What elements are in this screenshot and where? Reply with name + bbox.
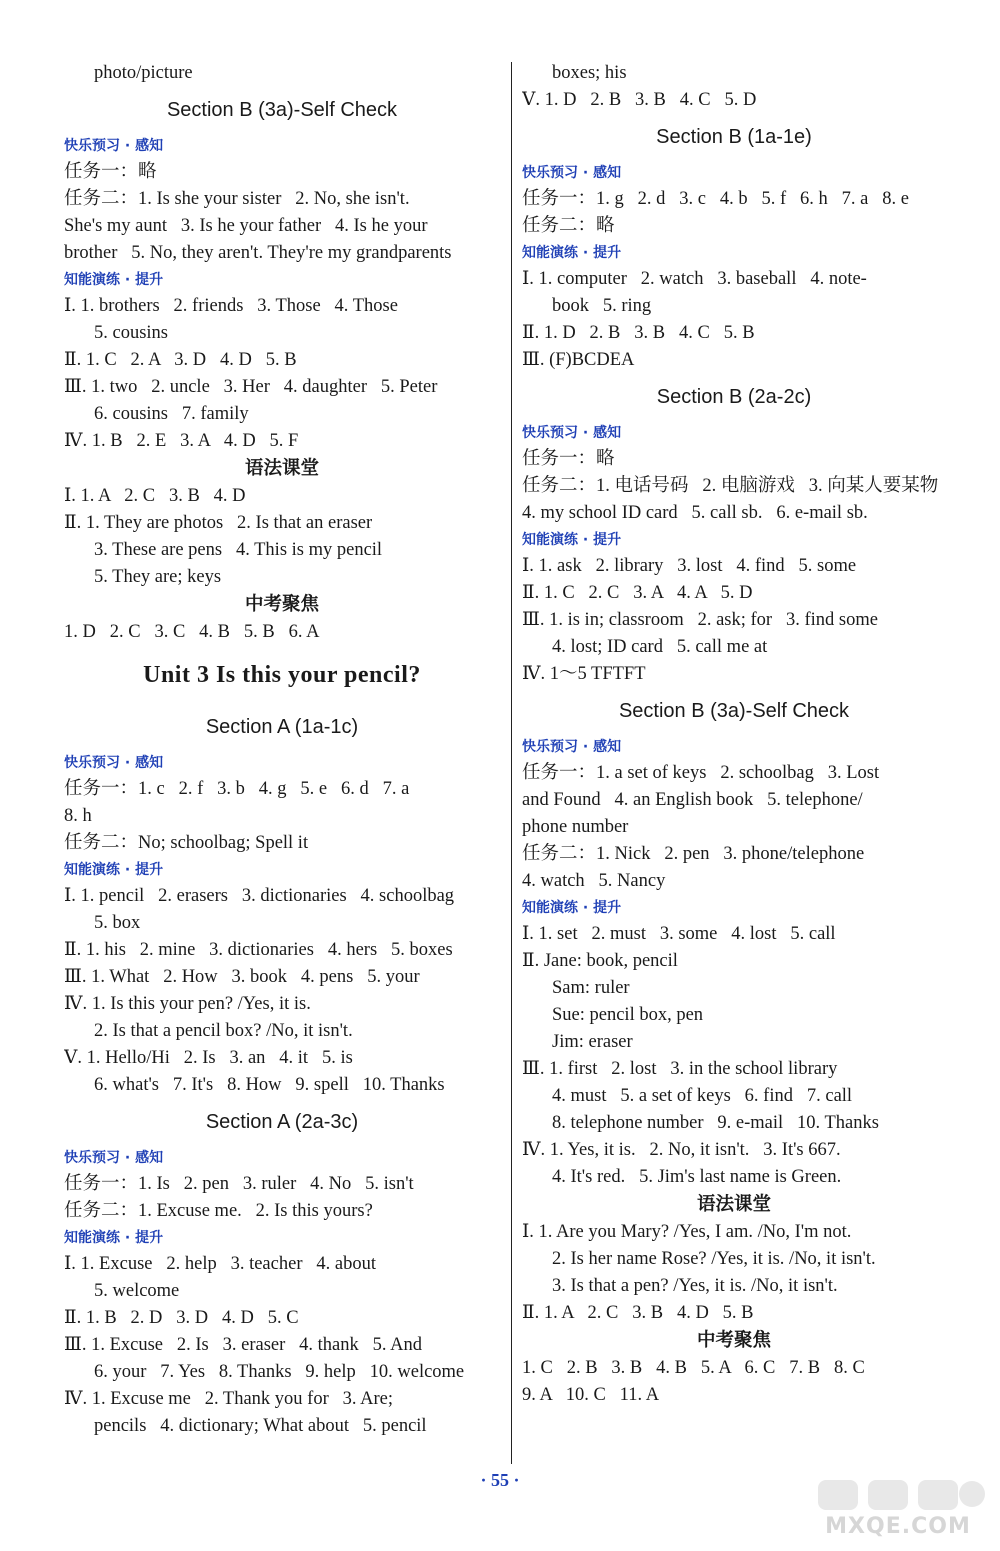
answer-line: Ⅱ. 1. C 2. A 3. D 4. D 5. B — [64, 350, 297, 370]
exercise-label: 快乐预习 · 感知 — [522, 425, 622, 441]
answer-line: 5. cousins — [94, 323, 168, 343]
exercise-label: 知能演练 · 提升 — [64, 272, 164, 288]
subsection-heading: 中考聚焦 — [244, 594, 319, 615]
answer-line: Ⅰ. 1. pencil 2. erasers 3. dictionaries 4. schoolbag — [64, 886, 455, 906]
answer-line: Ⅱ. 1. B 2. D 3. D 4. D 5. C — [64, 1308, 299, 1328]
answer-line: Sam: ruler — [552, 978, 630, 998]
right-column — [522, 60, 946, 1409]
answer-line: 任务一：略 — [522, 449, 615, 469]
answer-line: Ⅳ. 1. Is this your pen? /Yes, it is. — [64, 994, 311, 1014]
answer-line: Ⅲ. (F)BCDEA — [522, 350, 635, 370]
answer-line: Ⅴ. 1. D 2. B 3. B 4. C 5. D — [522, 90, 757, 110]
answer-line: boxes; his — [552, 63, 627, 83]
answer-line: Ⅰ. 1. Excuse 2. help 3. teacher 4. about — [64, 1254, 376, 1274]
answer-line: Ⅰ. 1. computer 2. watch 3. baseball 4. note- — [522, 269, 867, 289]
answer-line: 2. Is her name Rose? /Yes, it is. /No, it isn't. — [552, 1249, 876, 1269]
exercise-label: 知能演练 · 提升 — [64, 1230, 164, 1246]
answer-line: Ⅱ. 1. A 2. C 3. B 4. D 5. B — [522, 1303, 754, 1323]
answer-line: book 5. ring — [552, 296, 652, 316]
answer-line: Ⅱ. 1. his 2. mine 3. dictionaries 4. hers 5. boxes — [64, 940, 453, 960]
exercise-label: 快乐预习 · 感知 — [64, 755, 164, 771]
subsection-heading: 语法课堂 — [244, 458, 319, 479]
answer-line: Ⅰ. 1. Are you Mary? /Yes, I am. /No, I'm not. — [522, 1222, 852, 1242]
answer-line: 任务一：1. g 2. d 3. c 4. b 5. f 6. h 7. a 8. e — [522, 189, 909, 209]
answer-line: 6. your 7. Yes 8. Thanks 9. help 10. welcome — [94, 1362, 465, 1382]
answer-line: 任务二：1. Excuse me. 2. Is this yours? — [64, 1201, 373, 1221]
subsection-heading: 中考聚焦 — [696, 1330, 771, 1351]
subsection-heading: 语法课堂 — [696, 1194, 771, 1215]
answer-line: 2. Is that a pencil box? /No, it isn't. — [94, 1021, 353, 1041]
answer-line: 5. welcome — [94, 1281, 180, 1301]
answer-line: 3. These are pens 4. This is my pencil — [94, 540, 383, 560]
answer-line: Ⅴ. 1. Hello/Hi 2. Is 3. an 4. it 5. is — [64, 1048, 353, 1068]
answer-line: 任务一：1. a set of keys 2. schoolbag 3. Lost — [522, 763, 880, 783]
section-heading: Section B (3a)-Self Check — [166, 99, 398, 121]
answer-line: and Found 4. an English book 5. telephone/ — [522, 790, 863, 810]
answer-line: Ⅰ. 1. A 2. C 3. B 4. D — [64, 486, 246, 506]
answer-line: photo/picture — [94, 63, 193, 83]
answer-line: Ⅰ. 1. ask 2. library 3. lost 4. find 5. some — [522, 556, 857, 576]
answer-line: Ⅰ. 1. set 2. must 3. some 4. lost 5. call — [522, 924, 836, 944]
page-number: · 55 · — [480, 1470, 520, 1490]
answer-line: Ⅲ. 1. Excuse 2. Is 3. eraser 4. thank 5. And — [64, 1335, 422, 1355]
section-heading: Section B (3a)-Self Check — [618, 700, 850, 722]
answer-line: 8. telephone number 9. e-mail 10. Thanks — [552, 1113, 879, 1133]
answer-line: 1. C 2. B 3. B 4. B 5. A 6. C 7. B 8. C — [522, 1358, 865, 1378]
answer-line: Ⅳ. 1～5 TFTFT — [522, 664, 646, 684]
answer-line: Ⅱ. 1. They are photos 2. Is that an eraser — [64, 513, 373, 533]
answer-line: Ⅳ. 1. Yes, it is. 2. No, it isn't. 3. It's 667. — [522, 1140, 841, 1160]
answer-line: 4. lost; ID card 5. call me at — [552, 637, 768, 657]
answer-line: 6. what's 7. It's 8. How 9. spell 10. Thanks — [94, 1075, 445, 1095]
unit-title: Unit 3 Is this your pencil? — [143, 662, 421, 688]
answer-line: 4. must 5. a set of keys 6. find 7. call — [552, 1086, 853, 1106]
answer-line: 任务一：略 — [64, 162, 157, 182]
answer-line: Ⅰ. 1. brothers 2. friends 3. Those 4. Those — [64, 296, 398, 316]
answer-line: 4. watch 5. Nancy — [522, 871, 666, 891]
column-divider — [511, 62, 512, 1464]
answer-line: Ⅲ. 1. two 2. uncle 3. Her 4. daughter 5. Peter — [64, 377, 438, 397]
answer-line: 任务二：1. Nick 2. pen 3. phone/telephone — [522, 844, 865, 864]
answer-line: 9. A 10. C 11. A — [522, 1385, 660, 1405]
exercise-label: 知能演练 · 提升 — [522, 532, 622, 548]
answer-line: 任务二：略 — [522, 216, 615, 236]
section-heading: Section A (1a-1c) — [205, 716, 359, 738]
exercise-label: 快乐预习 · 感知 — [64, 1150, 164, 1166]
answer-line: Ⅱ. 1. C 2. C 3. A 4. A 5. D — [522, 583, 753, 603]
exercise-label: 知能演练 · 提升 — [522, 245, 622, 261]
answer-line: 4. my school ID card 5. call sb. 6. e-mail sb. — [522, 503, 868, 523]
answer-line: 任务二：No; schoolbag; Spell it — [64, 833, 309, 853]
section-heading: Section B (2a-2c) — [656, 386, 812, 408]
answer-line: 8. h — [64, 806, 92, 826]
exercise-label: 快乐预习 · 感知 — [522, 739, 622, 755]
answer-line: She's my aunt 3. Is he your father 4. Is he your — [64, 216, 428, 236]
answer-line: 6. cousins 7. family — [94, 404, 249, 424]
answer-line: Jim: eraser — [552, 1032, 633, 1052]
answer-line: 4. It's red. 5. Jim's last name is Green. — [552, 1167, 842, 1187]
answer-line: 任务一：1. c 2. f 3. b 4. g 5. e 6. d 7. a — [64, 779, 410, 799]
exercise-label: 快乐预习 · 感知 — [64, 138, 164, 154]
answer-line: 任务一：1. Is 2. pen 3. ruler 4. No 5. isn't — [64, 1174, 414, 1194]
answer-line: Sue: pencil box, pen — [552, 1005, 704, 1025]
answer-line: Ⅲ. 1. What 2. How 3. book 4. pens 5. your — [64, 967, 420, 987]
answer-line: Ⅱ. Jane: book, pencil — [522, 951, 678, 971]
answer-line: 3. Is that a pen? /Yes, it is. /No, it isn't. — [552, 1276, 838, 1296]
answer-line: Ⅳ. 1. Excuse me 2. Thank you for 3. Are; — [64, 1389, 393, 1409]
answer-line: Ⅲ. 1. is in; classroom 2. ask; for 3. find some — [522, 610, 878, 630]
answer-line: 任务二：1. 电话号码 2. 电脑游戏 3. 向某人要某物 — [522, 476, 939, 496]
left-column — [64, 60, 500, 1440]
answer-line: 1. D 2. C 3. C 4. B 5. B 6. A — [64, 622, 320, 642]
watermark-text: MXQE.COM — [825, 1514, 971, 1539]
answer-line: phone number — [522, 817, 629, 837]
answer-line: Ⅲ. 1. first 2. lost 3. in the school library — [522, 1059, 838, 1079]
section-heading: Section B (1a-1e) — [656, 126, 812, 148]
section-heading: Section A (2a-3c) — [205, 1111, 359, 1133]
answer-line: 任务二：1. Is she your sister 2. No, she isn't. — [64, 189, 410, 209]
answer-line: 5. box — [94, 913, 141, 933]
answer-line: 5. They are; keys — [94, 567, 222, 587]
exercise-label: 知能演练 · 提升 — [522, 900, 622, 916]
exercise-label: 快乐预习 · 感知 — [522, 165, 622, 181]
answer-line: Ⅱ. 1. D 2. B 3. B 4. C 5. B — [522, 323, 755, 343]
answer-line: Ⅳ. 1. B 2. E 3. A 4. D 5. F — [64, 431, 299, 451]
exercise-label: 知能演练 · 提升 — [64, 862, 164, 878]
answer-line: pencils 4. dictionary; What about 5. pencil — [94, 1416, 427, 1436]
answer-line: brother 5. No, they aren't. They're my grandparents — [64, 243, 452, 263]
